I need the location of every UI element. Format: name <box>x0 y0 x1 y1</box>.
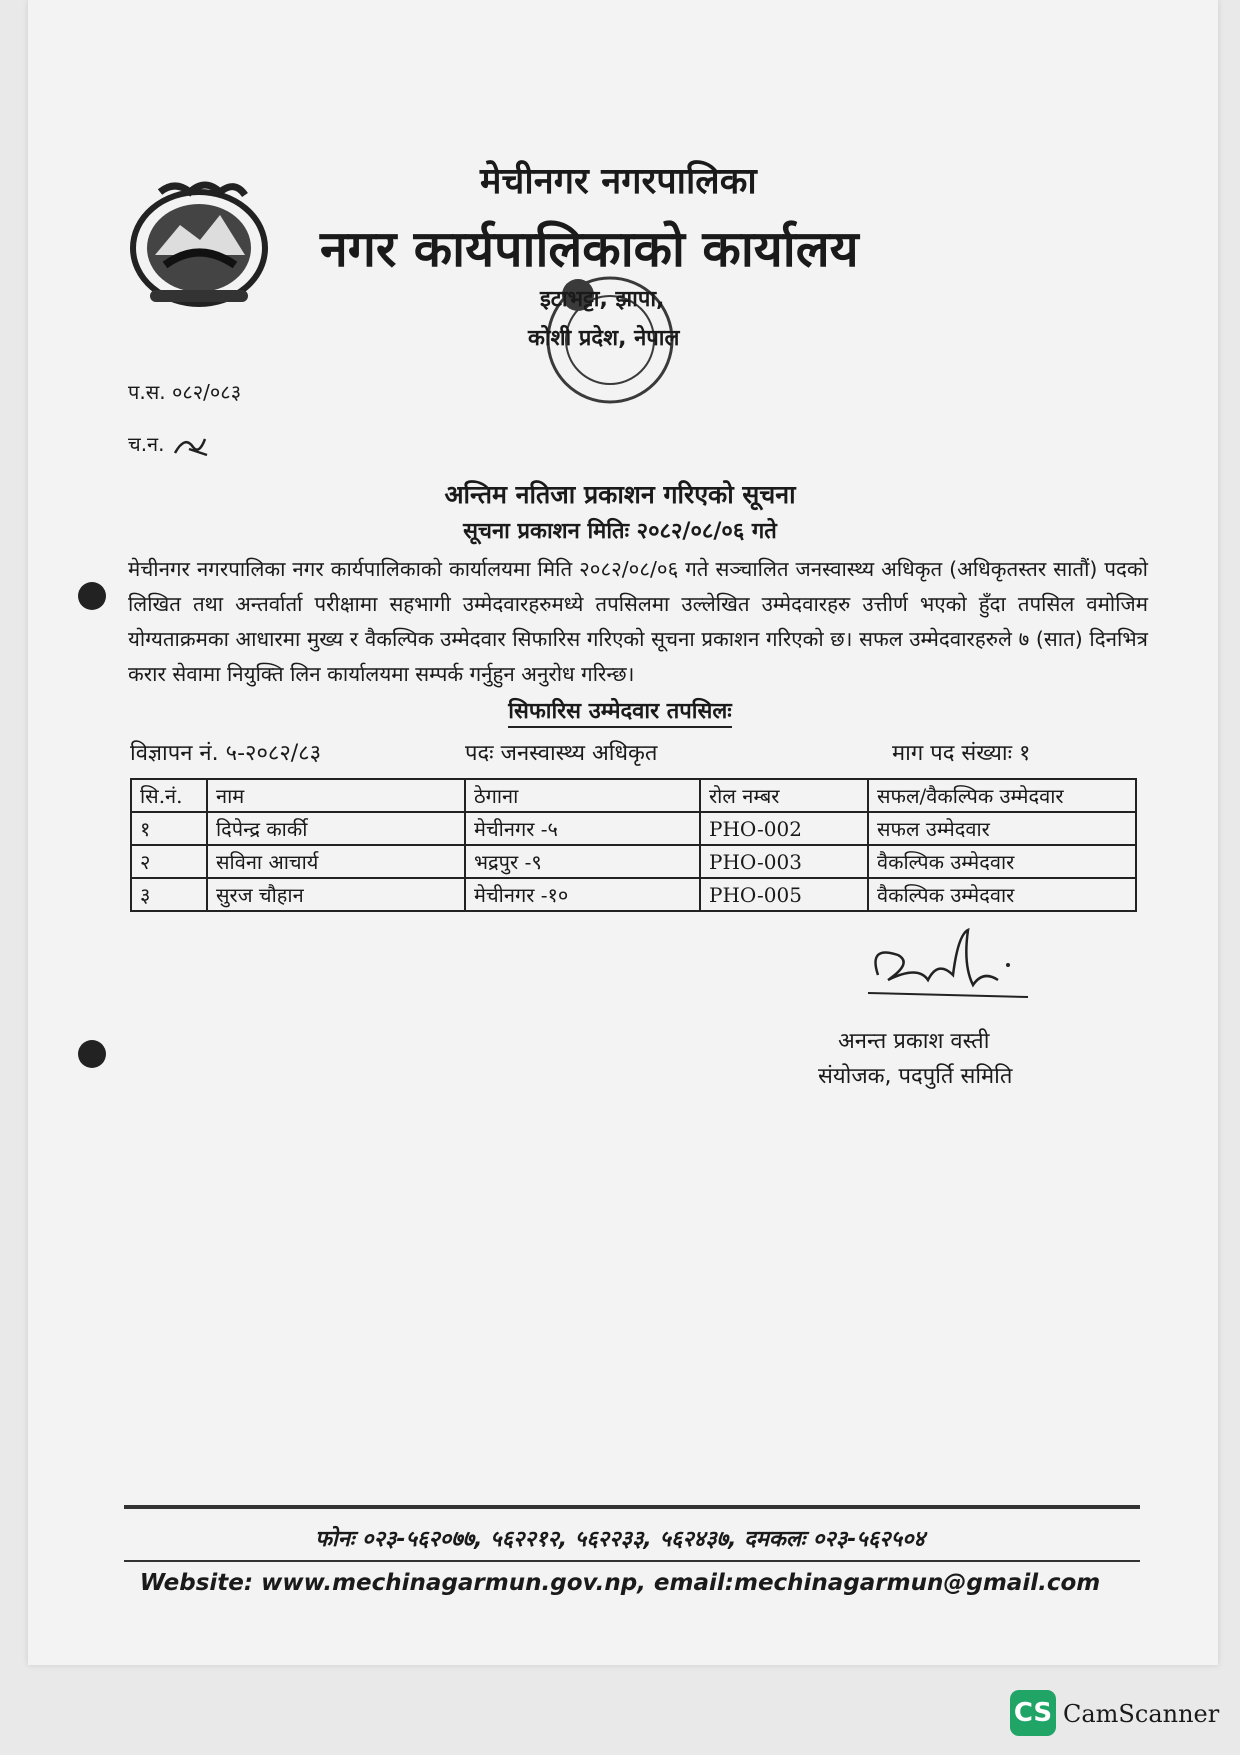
advert-number: विज्ञापन नं. ५-२०८२/८३ <box>130 741 322 766</box>
column-header: सफल/वैकल्पिक उम्मेदवार <box>868 779 1136 812</box>
table-row <box>131 878 1136 911</box>
footer-website: Website: www.mechinagarmun.gov.np, email:mechinagarmun@gmail.com <box>139 1570 1101 1596</box>
office-name: नगर कार्यपालिकाको कार्यालय <box>320 220 859 278</box>
column-header: ठेगाना <box>465 779 700 812</box>
column-header: सि.नं. <box>131 779 207 812</box>
signature-icon <box>858 925 1038 1015</box>
signatory-title: संयोजक, पदपुर्ति समिति <box>818 1064 1013 1089</box>
demand-count: माग पद संख्याः १ <box>892 741 1031 766</box>
camscanner-label: CamScanner <box>1063 1700 1220 1728</box>
dispatch-number <box>128 430 211 459</box>
footer-phone: फोनः ०२३-५६२०७७, ५६२२१२, ५६२२३३, ५६२४३७, दमकलः ०२३-५६२५०४ <box>315 1527 925 1552</box>
address-cell: मेचीनगर -१० <box>465 878 700 911</box>
serial-cell: ३ <box>131 878 207 911</box>
roll-cell: PHO-002 <box>700 812 868 845</box>
signatory-name: अनन्त प्रकाश वस्ती <box>838 1029 990 1054</box>
reference-number: प.स. ०८२/०८३ <box>128 380 242 404</box>
post-name: पदः जनस्वास्थ्य अधिकृत <box>465 741 658 766</box>
table-row <box>131 812 1136 845</box>
camscanner-logo-icon: CS <box>1010 1690 1056 1736</box>
serial-cell: २ <box>131 845 207 878</box>
recommended-heading <box>0 695 1240 725</box>
name-cell: सविना आचार्य <box>207 845 465 878</box>
punch-hole <box>78 1040 106 1068</box>
name-cell: सुरज चौहान <box>207 878 465 911</box>
notice-body: मेचीनगर नगरपालिका नगर कार्यपालिकाको कार्यालयमा मिति २०८२/०८/०६ गते सञ्चालित जनस्वास्थ्य अधिकृत (अधिकृतस्तर सातौं) पदको लिखित तथा अन्तर्वार्ता परीक्षामा सहभागी उम्मेदवारहरुमध्ये तपसिलमा उल्लेखित उम्मेदवारहरु उत्तीर्ण भएको हुँदा तपसिल वमोजिम योग्यताक्रमका आधारमा मुख्य र वैकल्पिक उम्मेदवार सिफारिस गरिएको सूचना प्रकाशन गरिएको छ। सफल उम्मेदवारहरुले ७ (सात) दिनभित्र करार सेवामा नियुक्ति लिन कार्यालयमा सम्पर्क गर्नुहुन अनुरोध गरिन्छ। <box>128 557 1148 686</box>
municipality-name: मेचीनगर नगरपालिका <box>480 161 757 202</box>
address-cell: मेचीनगर -५ <box>465 812 700 845</box>
status-cell: वैकल्पिक उम्मेदवार <box>868 878 1136 911</box>
serial-cell: १ <box>131 812 207 845</box>
handwritten-number-icon <box>171 433 211 459</box>
table-header-row <box>131 779 1136 812</box>
punch-hole <box>78 582 106 610</box>
address-line-1: इटाभट्टा, झापा, <box>540 287 665 312</box>
roll-cell: PHO-003 <box>700 845 868 878</box>
address-line-2: कोशी प्रदेश, नेपाल <box>528 326 680 351</box>
roll-cell: PHO-005 <box>700 878 868 911</box>
footer-divider-top <box>124 1505 1140 1509</box>
column-header: नाम <box>207 779 465 812</box>
table-row <box>131 845 1136 878</box>
notice-title: अन्तिम नतिजा प्रकाशन गरिएको सूचना <box>444 480 796 509</box>
address-cell: भद्रपुर -९ <box>465 845 700 878</box>
status-cell: सफल उम्मेदवार <box>868 812 1136 845</box>
dispatch-label: च.न. <box>128 432 165 456</box>
footer-divider-bottom <box>124 1560 1140 1562</box>
column-header: रोल नम्बर <box>700 779 868 812</box>
recommended-heading-text: सिफारिस उम्मेदवार तपसिलः <box>508 699 731 728</box>
name-cell: दिपेन्द्र कार्की <box>207 812 465 845</box>
status-cell: वैकल्पिक उम्मेदवार <box>868 845 1136 878</box>
nepal-emblem-icon <box>120 170 278 315</box>
candidates-table <box>130 778 1137 912</box>
notice-date: सूचना प्रकाशन मितिः २०८२/०८/०६ गते <box>463 519 777 544</box>
